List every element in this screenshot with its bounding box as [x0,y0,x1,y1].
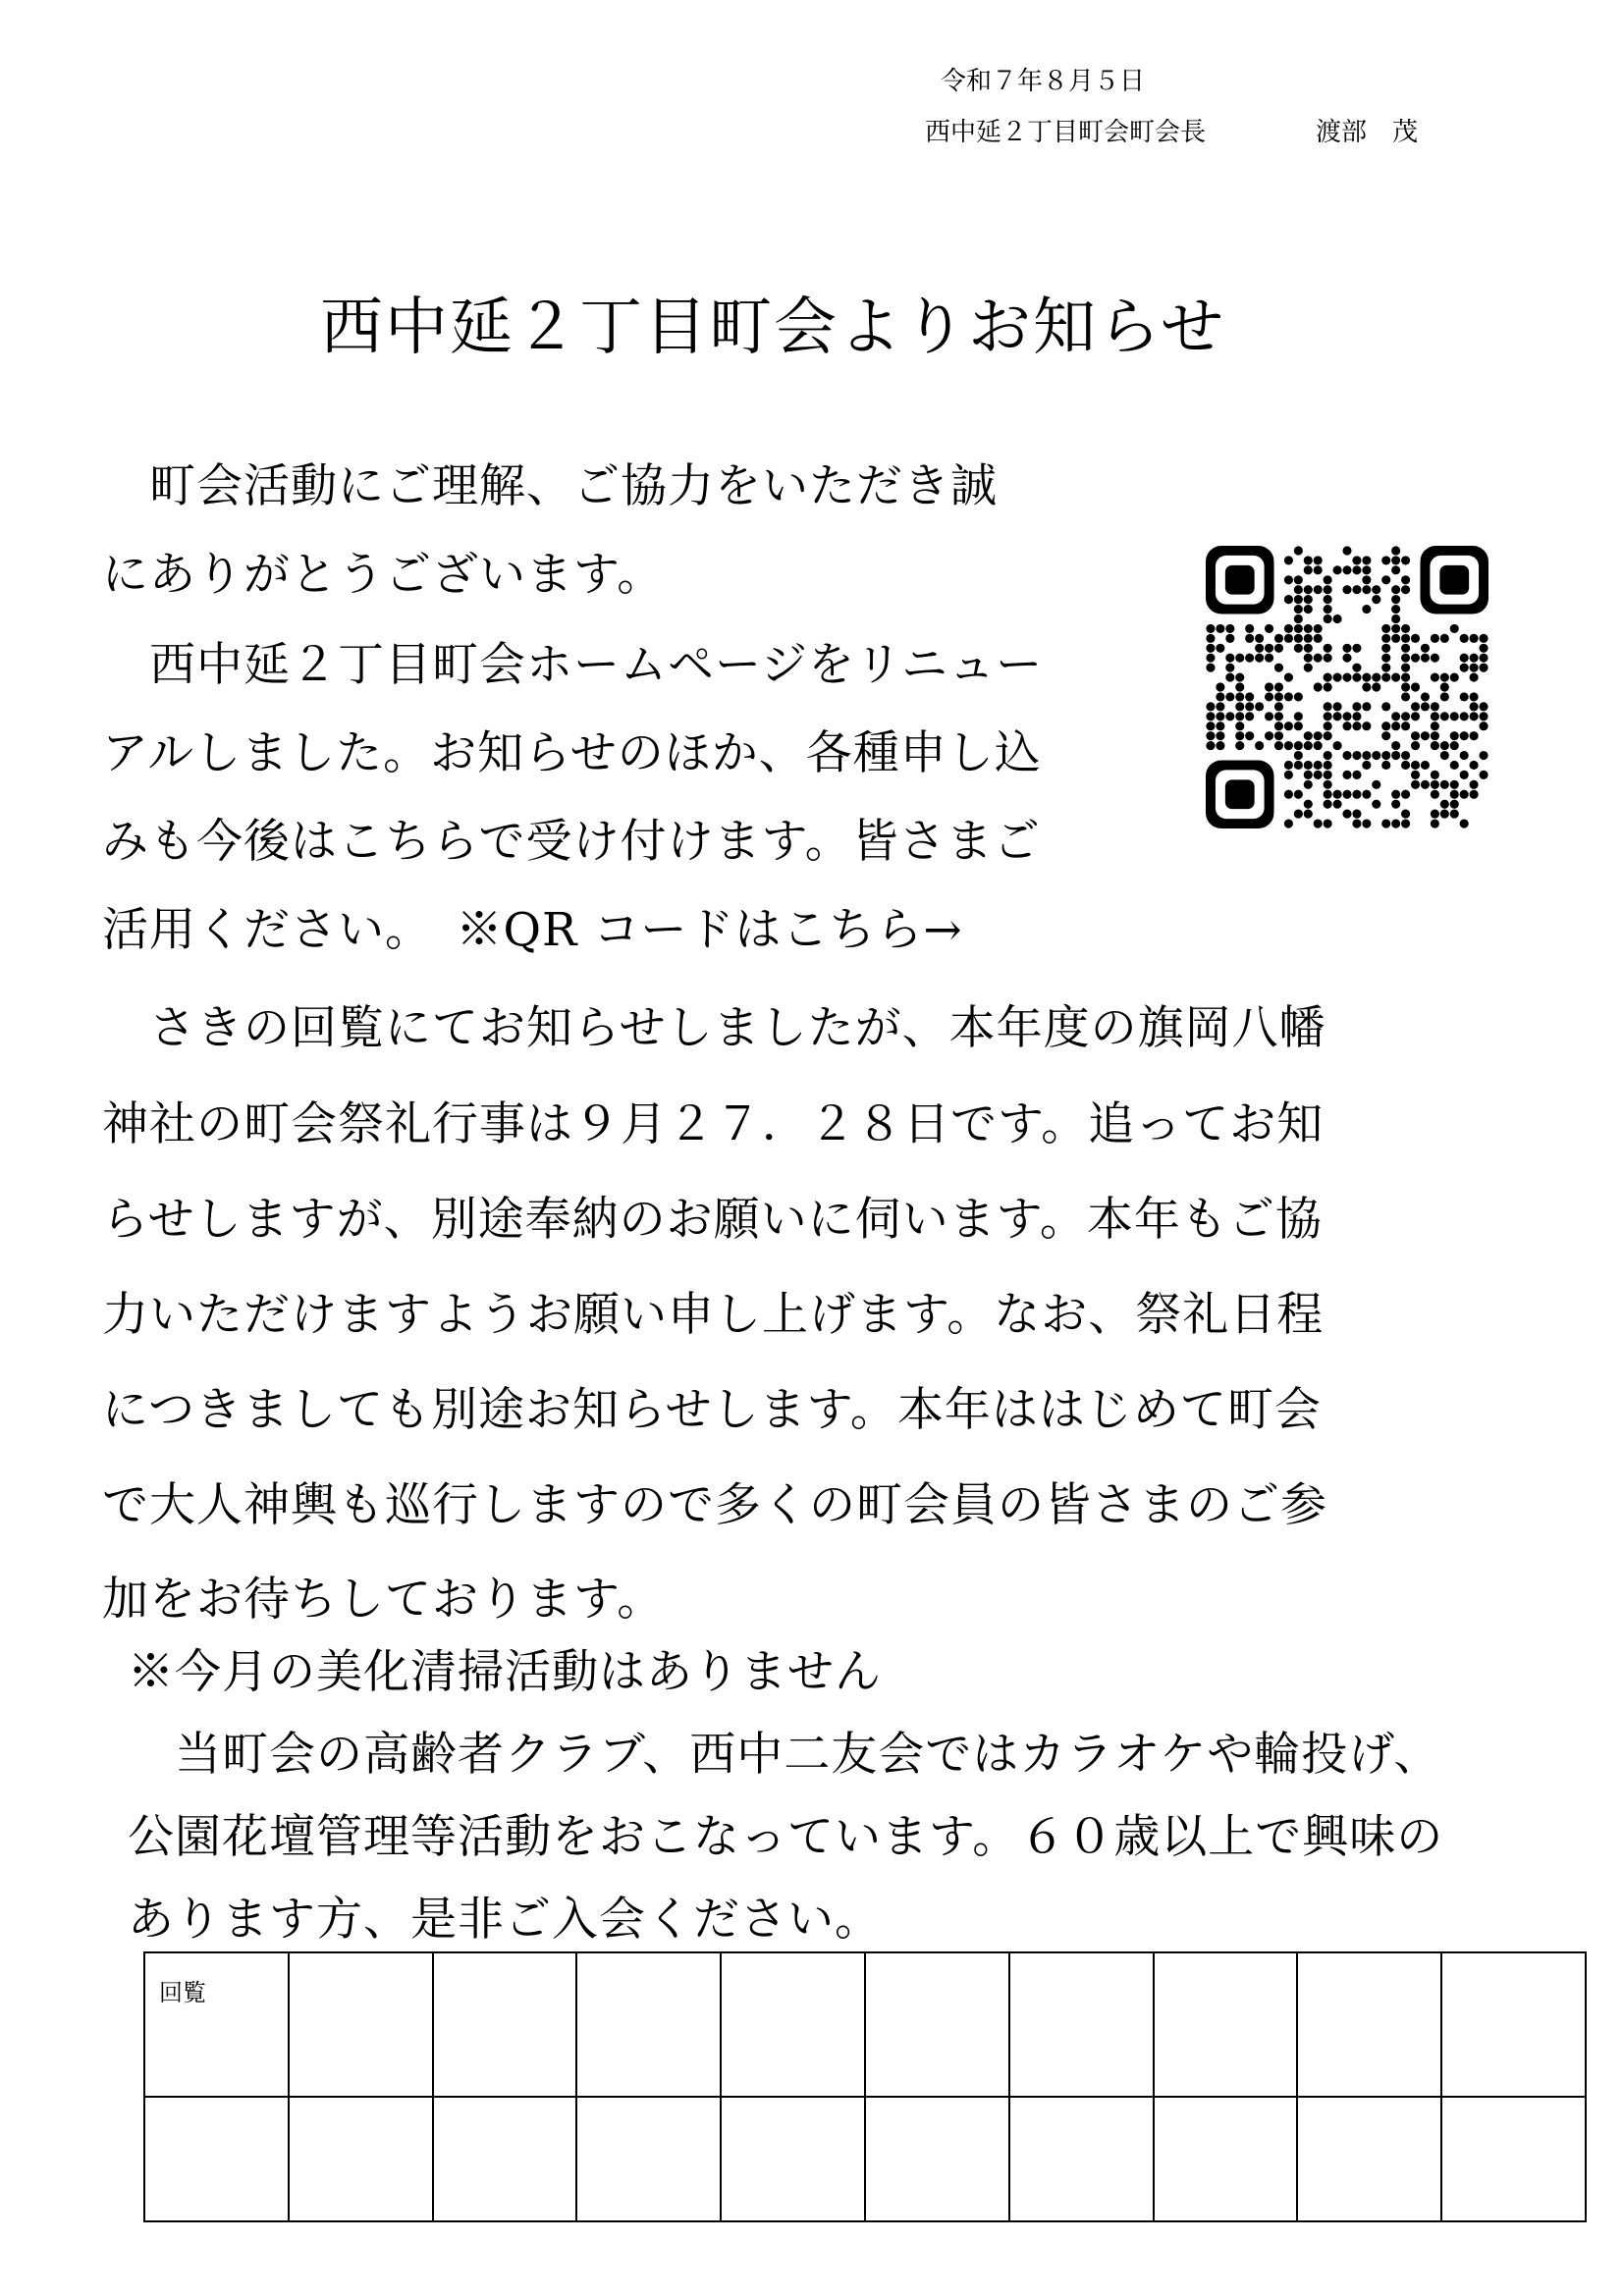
stamp-cell[interactable] [1441,2097,1586,2221]
body-line: 神社の町会祭礼行事は９月２７．２８日です。追ってお知 [102,1097,1325,1151]
stamp-cell[interactable] [289,1952,433,2097]
stamp-cell[interactable] [1297,2097,1441,2221]
body-line: アルしました。お知らせのほか、各種申し込 [102,726,1042,780]
body-line: 加をお待ちしております。 [102,1573,665,1627]
body-line: で大人神輿も巡行しますので多くの町会員の皆さまのご参 [102,1478,1327,1532]
stamp-cell[interactable] [865,1952,1009,2097]
stamp-cell[interactable] [144,2097,289,2221]
stamp-cell[interactable] [1154,2097,1298,2221]
body-line: 当町会の高齢者クラブ、西中二友会ではカラオケや輪投げ、 [128,1728,1441,1782]
stamp-cell[interactable] [433,1952,577,2097]
stamp-cell[interactable] [576,2097,721,2221]
body-line: らせしますが、別途奉納のお願いに伺います。本年もご協 [102,1193,1323,1247]
stamp-cell[interactable] [1441,1952,1586,2097]
stamp-cell[interactable] [1297,1952,1441,2097]
body-line: ※今月の美化清掃活動はありません [128,1645,882,1699]
author-title: 西中延２丁目町会町会長 [925,118,1207,147]
body-line: さきの回覧にてお知らせしましたが、本年度の旗岡八幡 [102,1001,1326,1055]
document-date: 令和７年８月５日 [941,67,1146,96]
stamp-cell[interactable] [721,1952,865,2097]
circulation-label: 回覧 [144,1952,289,2097]
body-line: 公園花壇管理等活動をおこなっています。６０歳以上で興味の [128,1810,1444,1864]
body-line: 力いただけますようお願い申し上げます。なお、祭礼日程 [102,1288,1325,1342]
body-line: 活用ください。 ※QR コードはこちら→ [102,903,963,957]
body-line: 町会活動にご理解、ご協力をいただき誠 [102,459,998,513]
body-line: 西中延２丁目町会ホームページをリニュー [102,638,1044,692]
body-line: につきましても別途お知らせします。本年ははじめて町会 [102,1383,1322,1437]
body-line: にありがとうございます。 [102,548,665,602]
circulation-table [143,1951,1587,2222]
stamp-cell[interactable] [1009,2097,1154,2221]
stamp-cell[interactable] [289,2097,433,2221]
stamp-cell[interactable] [721,2097,865,2221]
stamp-cell[interactable] [865,2097,1009,2221]
qr-code-icon[interactable] [1206,546,1488,828]
document-title: 西中延２丁目町会よりお知らせ [320,292,1226,364]
body-line: みも今後はこちらで受け付けます。皆さまご [102,815,1041,869]
stamp-cell[interactable] [1154,1952,1298,2097]
stamp-cell[interactable] [1009,1952,1154,2097]
body-line: あります方、是非ご入会ください。 [128,1893,882,1947]
stamp-cell[interactable] [433,2097,577,2221]
author-name: 渡部 茂 [1316,118,1419,147]
stamp-cell[interactable] [576,1952,721,2097]
